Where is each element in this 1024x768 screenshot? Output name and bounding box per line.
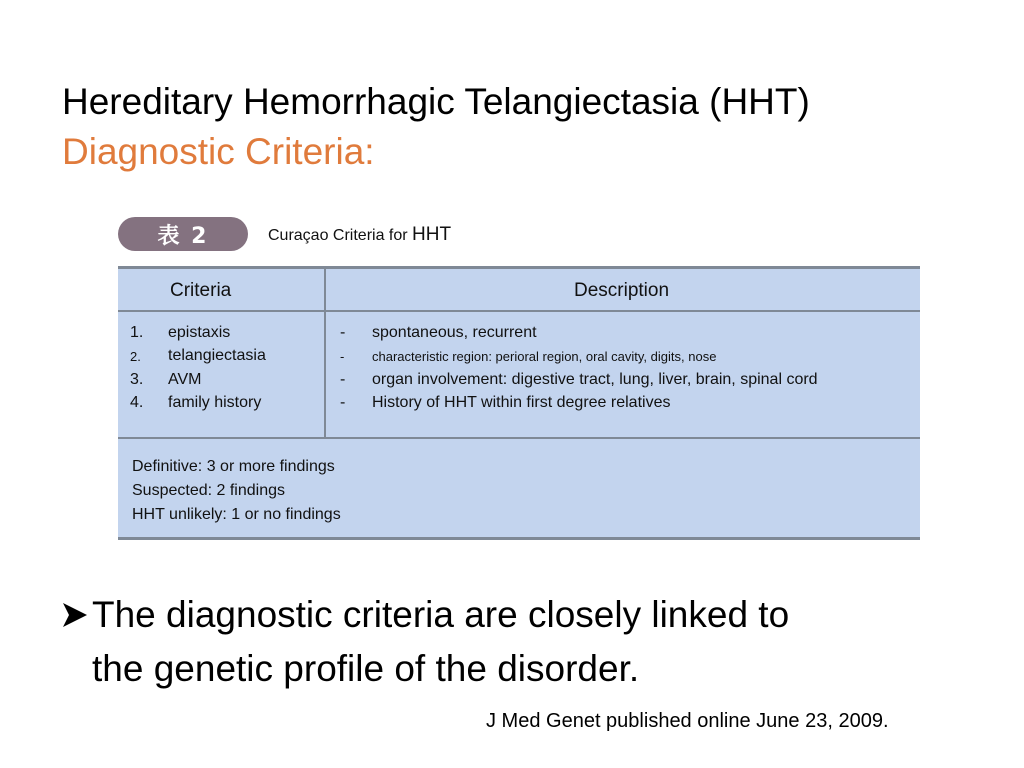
description-text: spontaneous, recurrent [372,323,537,341]
list-item-label: AVM [168,370,202,388]
list-item [340,345,818,369]
bullet-line [62,588,789,642]
bullet-text-line1: The diagnostic criteria are closely linked to [92,594,790,635]
list-item-label: telangiectasia [168,347,266,365]
description-text: characteristic region: perioral region, oral cavity, digits, nose [372,348,717,364]
slide-title: Hereditary Hemorrhagic Telangiectasia (HHT) [62,81,810,122]
table-caption-emphasis: HHT [412,224,452,245]
list-item-number: 2. [130,348,141,364]
list-item-number: 1. [130,323,144,341]
bullet-point [62,588,789,696]
diagnosis-summary [132,455,341,527]
dash-marker: - [340,394,346,412]
description-list [340,321,818,415]
list-item [130,345,266,369]
table-caption [268,224,451,246]
list-item-label: epistaxis [168,323,231,341]
list-item [340,321,818,345]
criteria-table [118,266,920,540]
bullet-text-line2: the genetic profile of the disorder. [92,648,640,689]
list-item-number: 3. [130,370,144,388]
description-text: History of HHT within first degree relatives [372,394,671,412]
header-divider [118,310,920,312]
header-criteria: Criteria [170,280,232,301]
slide-subtitle: Diagnostic Criteria: [62,131,375,172]
description-text: organ involvement: digestive tract, lung, liver, brain, spinal cord [372,370,818,388]
summary-unlikely: HHT unlikely: 1 or no findings [132,506,341,523]
summary-definitive: Definitive: 3 or more findings [132,458,335,475]
list-item-label: family history [168,394,262,412]
summary-suspected: Suspected: 2 findings [132,482,285,499]
dash-marker: - [340,348,345,364]
citation: J Med Genet published online June 23, 2009. [486,710,889,732]
list-item [130,368,266,392]
dash-marker: - [340,370,346,388]
arrow-bullet-icon [62,588,92,642]
list-item [130,321,266,345]
criteria-list [130,321,266,415]
body-divider [118,437,920,439]
list-item-number: 4. [130,394,144,412]
table-caption-text: Curaçao Criteria for [268,227,413,244]
list-item [130,392,266,416]
header-description: Description [574,280,670,301]
list-item [340,392,818,416]
list-item [340,368,818,392]
table-number-badge: 表 2 [118,217,248,251]
column-divider [324,269,326,439]
dash-marker: - [340,323,346,341]
